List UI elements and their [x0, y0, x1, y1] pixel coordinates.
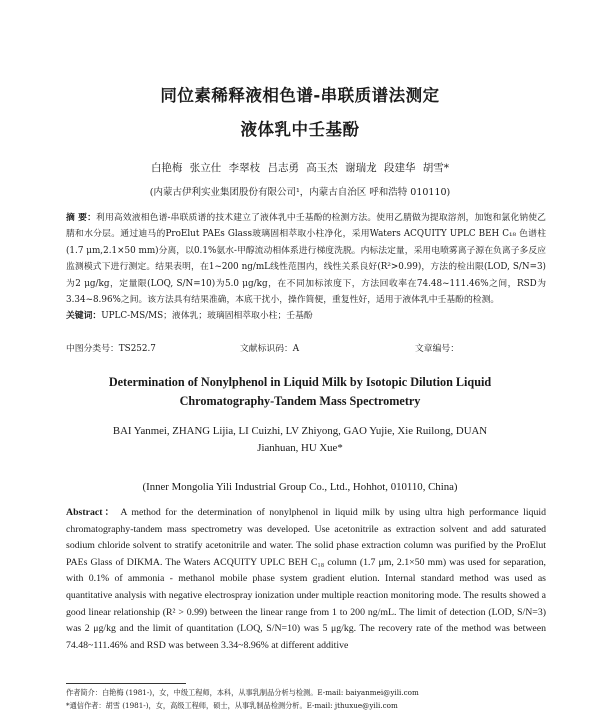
footnote-first-author: 作者简介：白艳梅 (1981-)，女，中级工程师，本科，从事乳制品分析与检测。E-mail: baiyanmei@yili.com	[66, 688, 419, 697]
document-code	[240, 341, 299, 354]
clc-number	[66, 341, 156, 354]
clc-value: TS252.7	[118, 344, 156, 354]
doc-code-label: 文献标识码：	[240, 344, 293, 354]
english-abstract-text: A method for the determination of nonylphenol in liquid milk by using ultra high performance liquid chromatography-tandem mass spectrometry was developed. Use acetonitrile as extraction solvent and add saturated sodium chloride solvent to stratify acetonitrile and water. The solid phase extraction column was purified by the ProElut PAEs Glass of DIKMA. The Waters ACQUITY UPLC BEH C₁₈ column (1.7 μm, 2.1×50 mm) was used for separation, with 0.1% of ammonia - methanol mobile phase system gradient elution. Internal standard method was used as quantitative analysis with negative electrospray ionization under multiple reaction monitoring mode. The results showed a good linear relationship (R² > 0.99) between the linear range from 1 to 200 ng/mL. The limit of detection (LOD, S/N=3) was 2 μg/kg and the limit of quantitation (LOQ, S/N=10) was 5 μg/kg. The recovery rate of the method was between 74.48~111.46% and RSD was between 3.34~8.96% at different additive	[66, 507, 546, 651]
chinese-title-line1: 同位素稀释液相色谱-串联质谱法测定	[160, 86, 440, 105]
chinese-abstract	[66, 210, 546, 325]
english-affiliation: (Inner Mongolia Yili Industrial Group Co., Ltd., Hohhot, 010110, China)	[142, 481, 458, 493]
english-title-line2: Chromatography-Tandem Mass Spectrometry	[179, 394, 421, 408]
clc-label: 中图分类号：	[66, 344, 119, 354]
chinese-abstract-label: 摘 要：	[66, 213, 97, 223]
english-abstract	[66, 505, 546, 654]
english-title-line1: Determination of Nonylphenol in Liquid Milk by Isotopic Dilution Liquid	[108, 375, 492, 389]
article-number	[415, 341, 459, 354]
english-authors: BAI Yanmei, ZHANG Lijia, LI Cuizhi, LV Zhiyong, GAO Yujie, Xie Ruilong, DUAN Jianhuan, HU Xue*	[112, 425, 488, 454]
chinese-keywords-label: 关键词：	[66, 311, 102, 322]
footnote-corresponding-author: *通信作者：胡雪 (1981-)，女，高级工程师，硕士，从事乳制品检测分析。E-mail: jthuxue@yili.com	[66, 701, 398, 710]
doc-code-value: A	[292, 344, 300, 354]
chinese-abstract-text: 利用高效液相色谱-串联质谱的技术建立了液体乳中壬基酚的检测方法。使用乙腈做为提取溶剂，加饱和氯化钠使乙腈和水分层。通过迪马的ProElut PAEs Glass玻璃固相萃取小柱净化，采用Waters ACQUITY UPLC BEH C₁₈ 色谱柱(1.7 μm,2.1×50 mm)分离，以0.1%氨水-甲醇流动相体系进行梯度洗脱。内标法定量，采用电喷雾离子源在负离子多反应监测模式下进行测定。结果表明，在1~200 ng/mL线性范围内，线性关系良好(R²>0.99)，方法的检出限(LOD, S/N=3)为2 μg/kg，定量限(LOQ, S/N=10)为5.0 μg/kg，在不同加标浓度下，方法回收率在74.48~111.46%之间，RSD为3.34~8.96%之间。该方法具有结果准确，本底干扰小，操作简便，重复性好，适用于液体乳中壬基酚的检测。	[66, 213, 546, 306]
english-abstract-label: Abstract：	[66, 507, 117, 518]
footnote-divider	[66, 683, 186, 684]
chinese-keywords: UPLC-MS/MS；液体乳；玻璃固相萃取小柱；壬基酚	[101, 311, 313, 322]
chinese-authors: 白艳梅 张立仕 李翠枝 吕志勇 高玉杰 谢瑞龙 段建华 胡雪*	[150, 162, 450, 174]
chinese-affiliation: (内蒙古伊利实业集团股份有限公司¹，内蒙古自治区 呼和浩特 010110)	[149, 187, 451, 198]
chinese-title-line2: 液体乳中壬基酚	[240, 120, 360, 139]
article-no-label: 文章编号：	[415, 344, 459, 354]
